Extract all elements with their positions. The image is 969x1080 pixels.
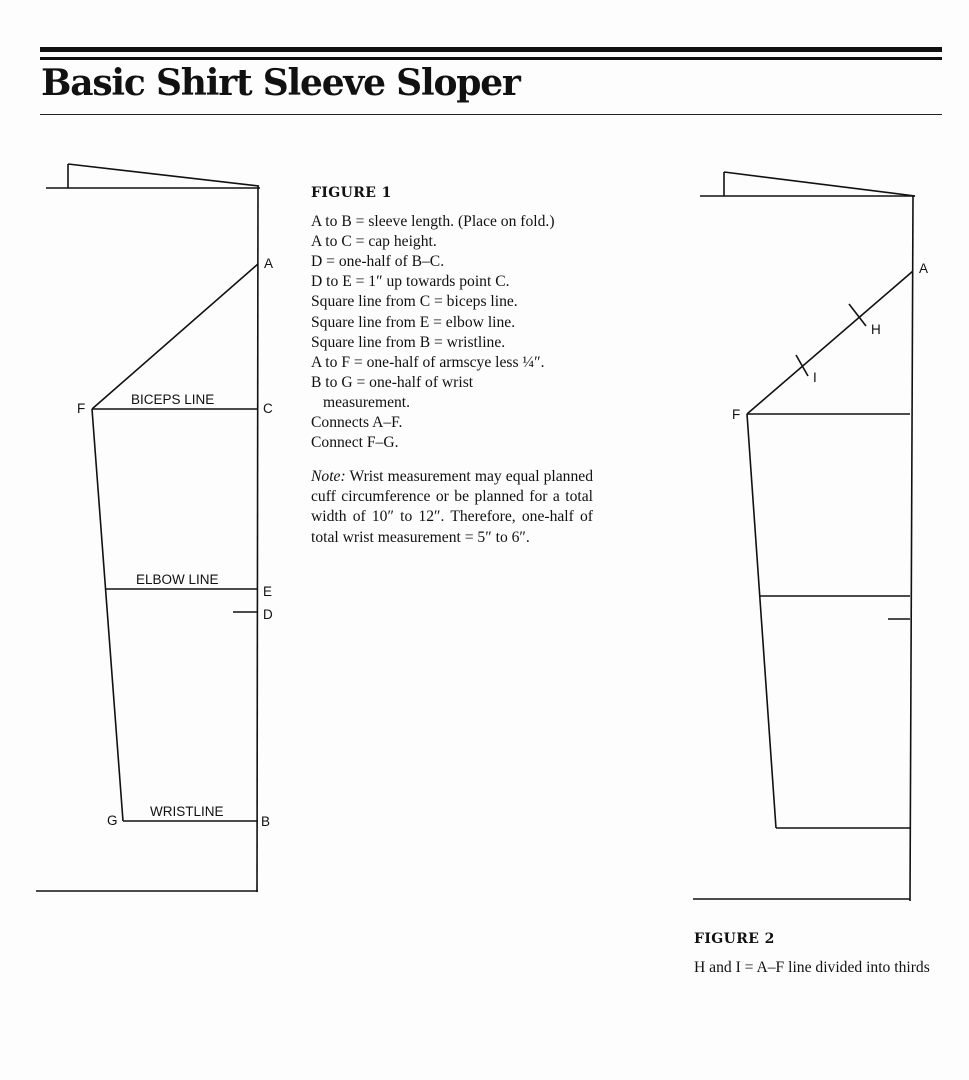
step-b-to-g-cont: measurement.	[323, 393, 411, 411]
step-connect-af: Connects A–F.	[311, 414, 403, 432]
step-d-to-e: D to E = 1″ up towards point C.	[311, 273, 510, 291]
figure1-steps	[311, 212, 593, 453]
fig2-tick-i	[796, 355, 808, 376]
fig1-label-d: D	[263, 607, 273, 622]
figure1-instructions	[311, 183, 593, 548]
fig1-label-elbow: ELBOW LINE	[136, 572, 219, 587]
figure1-heading: FIGURE 1	[311, 185, 392, 201]
step-a-to-b: A to B = sleeve length. (Place on fold.)	[311, 213, 555, 231]
page-title: Basic Shirt Sleeve Sloper	[41, 62, 520, 104]
step-b-to-g: B to G = one-half of wrist	[311, 373, 474, 391]
fig1-label-b: B	[261, 814, 271, 829]
fig1-label-f: F	[77, 401, 86, 416]
step-wrist: Square line from B = wristline.	[311, 333, 506, 351]
figure2-caption: H and I = A–F line divided into thirds	[694, 959, 930, 976]
fig2-label-a: A	[919, 261, 929, 276]
fig2-frame-slant	[724, 172, 915, 196]
fig1-label-a: A	[264, 256, 274, 271]
step-elbow: Square line from E = elbow line.	[311, 313, 516, 331]
step-d: D = one-half of B–C.	[311, 253, 445, 271]
fig1-label-c: C	[263, 401, 273, 416]
figure1-note	[311, 467, 593, 547]
step-biceps: Square line from C = biceps line.	[311, 293, 518, 311]
fig1-label-g: G	[107, 813, 118, 828]
step-connect-fg: Connect F–G.	[311, 434, 399, 452]
fig2-label-i: I	[813, 370, 817, 385]
step-a-to-c: A to C = cap height.	[311, 233, 437, 251]
fig2-line-f-g	[747, 414, 776, 828]
fig2-tick-h	[849, 304, 866, 326]
fig1-line-a-f	[92, 264, 258, 409]
fig1-label-e: E	[263, 584, 273, 599]
figure2-drawing	[693, 172, 915, 901]
figure2-caption-block	[694, 929, 944, 978]
note-text: Wrist measurement may equal planned cuff circumference or be planned for a total width of 10″ to 12″. Therefore, one-half of total wrist measurement = 5″ to 6″.	[311, 468, 593, 546]
fig1-label-wristline: WRISTLINE	[150, 804, 224, 819]
fig1-fold-line	[257, 186, 258, 892]
figure1-drawing	[36, 164, 260, 892]
fig1-line-f-g	[92, 409, 123, 821]
fig1-label-biceps: BICEPS LINE	[131, 392, 215, 407]
step-a-to-f: A to F = one-half of armscye less ¼″.	[311, 353, 545, 371]
fig2-line-a-f	[747, 271, 913, 414]
fig2-label-f: F	[732, 407, 741, 422]
figure1-labels	[77, 256, 273, 829]
figure2-heading: FIGURE 2	[694, 931, 775, 947]
fig2-fold-line	[910, 196, 913, 901]
note-label: Note:	[311, 468, 346, 486]
fig1-frame-slant	[68, 164, 259, 186]
fig2-label-h: H	[871, 322, 881, 337]
